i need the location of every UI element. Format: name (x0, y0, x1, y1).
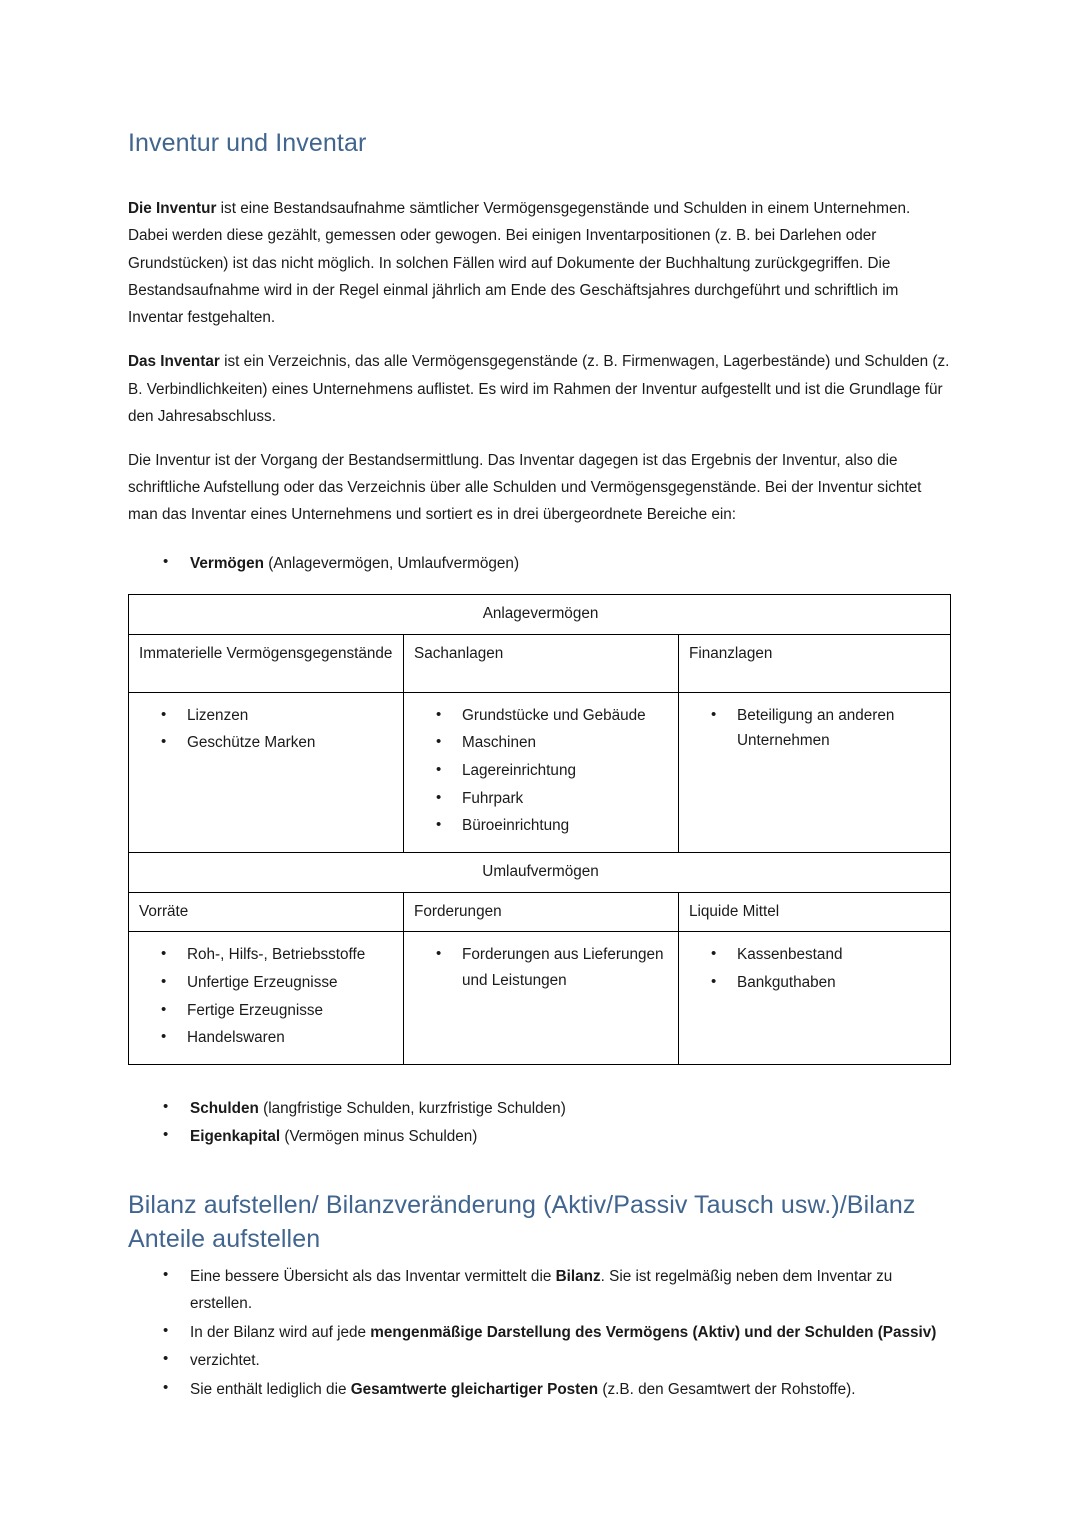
table-column-header: Immaterielle Vermögensgegenstände (129, 634, 404, 692)
table-row (129, 932, 951, 1065)
list-item: • Grundstücke und Gebäude (414, 703, 670, 729)
cell-bullet-list (414, 942, 670, 993)
paragraph-inventur-lead: Die Inventur (128, 200, 217, 218)
bullet-list-bilanz (128, 1263, 950, 1404)
table-column-header: Liquide Mittel (679, 892, 951, 932)
paragraph-inventur-body: ist eine Bestandsaufnahme sämtlicher Vermögensgegenstände und Schulden in einem Unternehmen. Dabei werden diese gezählt, gemessen oder gewogen. Bei einigen Inventarpositionen (z. B. bei Darlehen oder Grundstücken) ist das nicht möglich. In solchen Fällen wird auf Dokumente der Buchhaltung zurückgegriffen. Die Bestandsaufnahme wird in der Regel einmal jährlich am Ende des Geschäftsjahres durchgeführt und schriftlich im Inventar festgehalten. (128, 200, 911, 327)
paragraph-inventur (128, 195, 950, 331)
list-item: • Bankguthaben (689, 970, 942, 996)
table-column-header: Forderungen (404, 892, 679, 932)
list-item-label: Eigenkapital (190, 1127, 281, 1145)
list-item-detail: (Anlagevermögen, Umlaufvermögen) (263, 554, 520, 572)
list-item-detail: (Vermögen minus Schulden) (280, 1127, 478, 1145)
table-row (129, 692, 951, 852)
list-item (128, 1123, 950, 1151)
list-item (128, 550, 950, 577)
list-item (128, 1263, 950, 1318)
list-item-pre: verzichtet. (190, 1352, 260, 1370)
list-item-post: (z.B. den Gesamtwert der Rohstoffe). (598, 1380, 856, 1398)
table-row-section-header (129, 853, 951, 893)
table-cell-finanzlagen (679, 692, 951, 852)
list-item: • Unfertige Erzeugnisse (139, 970, 395, 996)
table-row-column-headers (129, 634, 951, 692)
table-cell-forderungen (404, 932, 679, 1065)
list-item-emphasis: Gesamtwerte gleichartiger Posten (350, 1380, 599, 1398)
bullet-list-vermoegen (128, 550, 950, 577)
list-item (128, 1319, 950, 1347)
list-item-emphasis: mengenmäßige Darstellung des Vermögens (Aktiv) und der Schulden (Passiv) (370, 1323, 937, 1341)
paragraph-vergleich: Die Inventur ist der Vorgang der Bestandsermittlung. Das Inventar dagegen ist das Ergebnis der Inventur, also die schriftliche Aufstellung oder das Verzeichnis über alle Schulden und Vermögensgegenstände. Bei der Inventur sichtet man das Inventar eines Unternehmens und sortiert es in drei übergeordnete Bereiche ein: (128, 452, 922, 524)
list-item-post: . Sie ist regelmäßig neben dem Inventar zu erstellen. (190, 1267, 893, 1313)
list-item (128, 1376, 950, 1404)
list-item: • Handelswaren (139, 1025, 395, 1051)
section-title-bilanz: Bilanz aufstellen/ Bilanzveränderung (Aktiv/Passiv Tausch usw.)/Bilanz Anteile aufstellen (128, 1190, 916, 1254)
cell-bullet-list (414, 703, 670, 839)
list-item-pre: Eine bessere Übersicht als das Inventar vermittelt die (190, 1267, 556, 1285)
list-item-detail: (langfristige Schulden, kurzfristige Schulden) (258, 1100, 566, 1118)
table-section-title-anlagevermoegen: Anlagevermögen (129, 594, 951, 634)
list-item: • Fertige Erzeugnisse (139, 998, 395, 1024)
bullet-list-schulden-eigenkapital (128, 1095, 950, 1151)
cell-bullet-list (139, 942, 395, 1051)
paragraph-inventar (128, 348, 950, 430)
table-row-section-header (129, 594, 951, 634)
list-item: • Kassenbestand (689, 942, 942, 968)
list-item-label: Schulden (190, 1100, 259, 1118)
list-item (128, 1347, 950, 1375)
list-item: • Fuhrpark (414, 786, 670, 812)
list-item: • Roh-, Hilfs-, Betriebsstoffe (139, 942, 395, 968)
table-column-header: Sachanlagen (404, 634, 679, 692)
list-item (128, 1095, 950, 1123)
list-item: • Beteiligung an anderen Unternehmen (689, 703, 942, 754)
page-title: Inventur und Inventar (128, 129, 367, 157)
table-cell-liquide-mittel (679, 932, 951, 1065)
table-cell-sachanlagen (404, 692, 679, 852)
table-column-header: Vorräte (129, 892, 404, 932)
cell-bullet-list (689, 942, 942, 995)
list-item: • Geschütze Marken (139, 730, 395, 756)
table-cell-immaterielle (129, 692, 404, 852)
list-item: • Maschinen (414, 730, 670, 756)
list-item: • Büroeinrichtung (414, 813, 670, 839)
list-item-label: Vermögen (190, 554, 264, 572)
list-item-pre: Sie enthält lediglich die (190, 1380, 351, 1398)
table-row-column-headers (129, 892, 951, 932)
cell-bullet-list (689, 703, 942, 754)
list-item: • Lagereinrichtung (414, 758, 670, 784)
list-item: • Forderungen aus Lieferungen und Leistungen (414, 942, 670, 993)
paragraph-inventar-body: ist ein Verzeichnis, das alle Vermögensgegenstände (z. B. Firmenwagen, Lagerbestände) und Schulden (z. B. Verbindlichkeiten) eines Unternehmens auflistet. Es wird im Rahmen der Inventur aufgestellt und ist die Grundlage für den Jahresabschluss. (128, 353, 950, 425)
inventory-table (128, 594, 951, 1065)
table-section-title-umlaufvermoegen: Umlaufvermögen (129, 853, 951, 893)
cell-bullet-list (139, 703, 395, 756)
table-column-header: Finanzlagen (679, 634, 951, 692)
paragraph-inventar-lead: Das Inventar (128, 353, 220, 371)
table-cell-vorraete (129, 932, 404, 1065)
list-item-pre: In der Bilanz wird auf jede (190, 1323, 371, 1341)
list-item: • Lizenzen (139, 703, 395, 729)
list-item-emphasis: Bilanz (555, 1267, 601, 1285)
